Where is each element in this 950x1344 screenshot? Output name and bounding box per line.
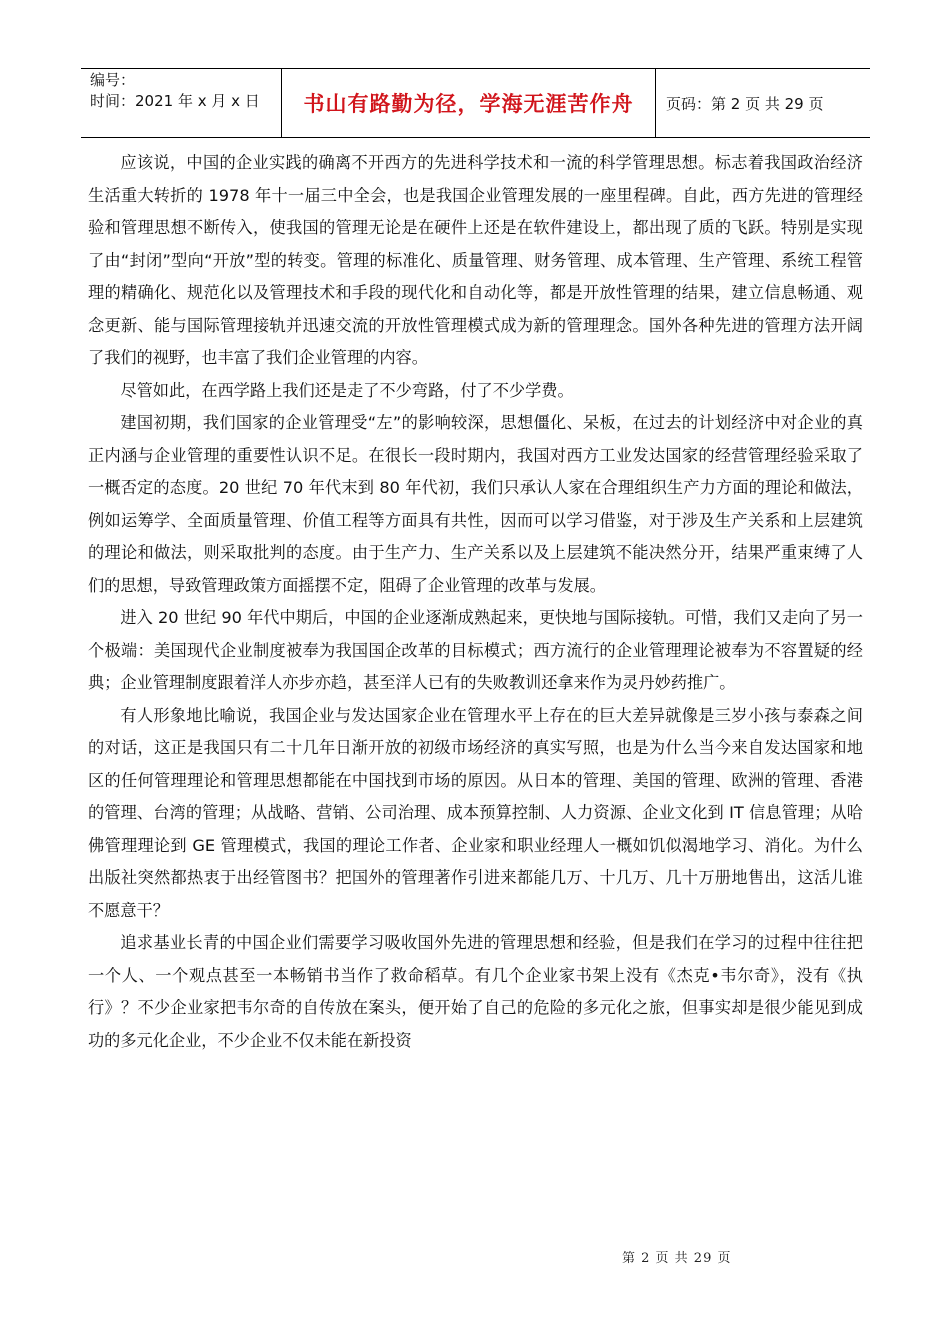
header-page-number: 页码：第 2 页 共 29 页 [666,94,824,113]
page-footer: 第 2 页 共 29 页 [622,1251,732,1266]
document-body [88,147,863,1057]
document-date-label: 时间：2021 年 x 月 x 日 [90,92,260,110]
document-number-label: 编号： [90,71,136,89]
paragraph: 追求基业长青的中国企业们需要学习吸收国外先进的管理思想和经验，但是我们在学习的过程中往往把一个人、一个观点甚至一本畅销书当作了救命稻草。有几个企业家书架上没有《杰克•韦尔奇》，没有《执行》？不少企业家把韦尔奇的自传放在案头，便开始了自己的危险的多元化之旅，但事实却是很少能见到成功的多元化企业，不少企业不仅未能在新投资 [88,933,863,1050]
paragraph: 有人形象地比喻说，我国企业与发达国家企业在管理水平上存在的巨大差异就像是三岁小孩与泰森之间的对话，这正是我国只有二十几年日渐开放的初级市场经济的真实写照，也是为什么当今来自发达国家和地区的任何管理理论和管理思想都能在中国找到市场的原因。从日本的管理、美国的管理、欧洲的管理、香港的管理、台湾的管理；从战略、营销、公司治理、成本预算控制、人力资源、企业文化到 IT 信息管理；从哈佛管理理论到 GE 管理模式，我国的理论工作者、企业家和职业经理人一概如饥似渴地学习、消化。为什么出版社突然都热衷于出经管图书？把国外的管理著作引进来都能几万、十几万、几十万册地售出，这活儿谁不愿意干？ [88,705,863,920]
paragraph: 应该说，中国的企业实践的确离不开西方的先进科学技术和一流的科学管理思想。标志着我国政治经济生活重大转折的 1978 年十一届三中全会，也是我国企业管理发展的一座里程碑。自此，西方先进的管理经验和管理思想不断传入，使我国的管理无论是在硬件上还是在软件建设上，都出现了质的飞跃。特别是实现了由“封闭”型向“开放”型的转变。管理的标准化、质量管理、财务管理、成本管理、生产管理、系统工程管理的精确化、规范化以及管理技术和手段的现代化和自动化等，都是开放性管理的结果，建立信息畅通、观念更新、能与国际管理接轨并迅速交流的开放性管理模式成为新的管理理念。国外各种先进的管理方法开阔了我们的视野，也丰富了我们企业管理的内容。 [88,153,863,367]
page-header [81,68,870,138]
paragraph: 进入 20 世纪 90 年代中期后，中国的企业逐渐成熟起来，更快地与国际接轨。可惜，我们又走向了另一个极端：美国现代企业制度被奉为我国国企改革的目标模式；西方流行的企业管理理论被奉为不容置疑的经典；企业管理制度跟着洋人亦步亦趋，甚至洋人已有的失败教训还拿来作为灵丹妙药推广。 [88,608,863,692]
header-meta [81,69,282,137]
paragraph: 建国初期，我们国家的企业管理受“左”的影响较深，思想僵化、呆板，在过去的计划经济中对企业的真正内涵与企业管理的重要性认识不足。在很长一段时期内，我国对西方工业发达国家的经营管理经验采取了一概否定的态度。20 世纪 70 年代末到 80 年代初，我们只承认人家在合理组织生产力方面的理论和做法，例如运筹学、全面质量管理、价值工程等方面具有共性，因而可以学习借鉴，对于涉及生产关系和上层建筑的理论和做法，则采取批判的态度。由于生产力、生产关系以及上层建筑不能决然分开，结果严重束缚了人们的思想，导致管理政策方面摇摆不定，阻碍了企业管理的改革与发展。 [88,413,863,595]
paragraph: 尽管如此，在西学路上我们还是走了不少弯路，付了不少学费。 [120,380,574,400]
header-motto: 书山有路勤为径，学海无涯苦作舟 [282,69,656,137]
